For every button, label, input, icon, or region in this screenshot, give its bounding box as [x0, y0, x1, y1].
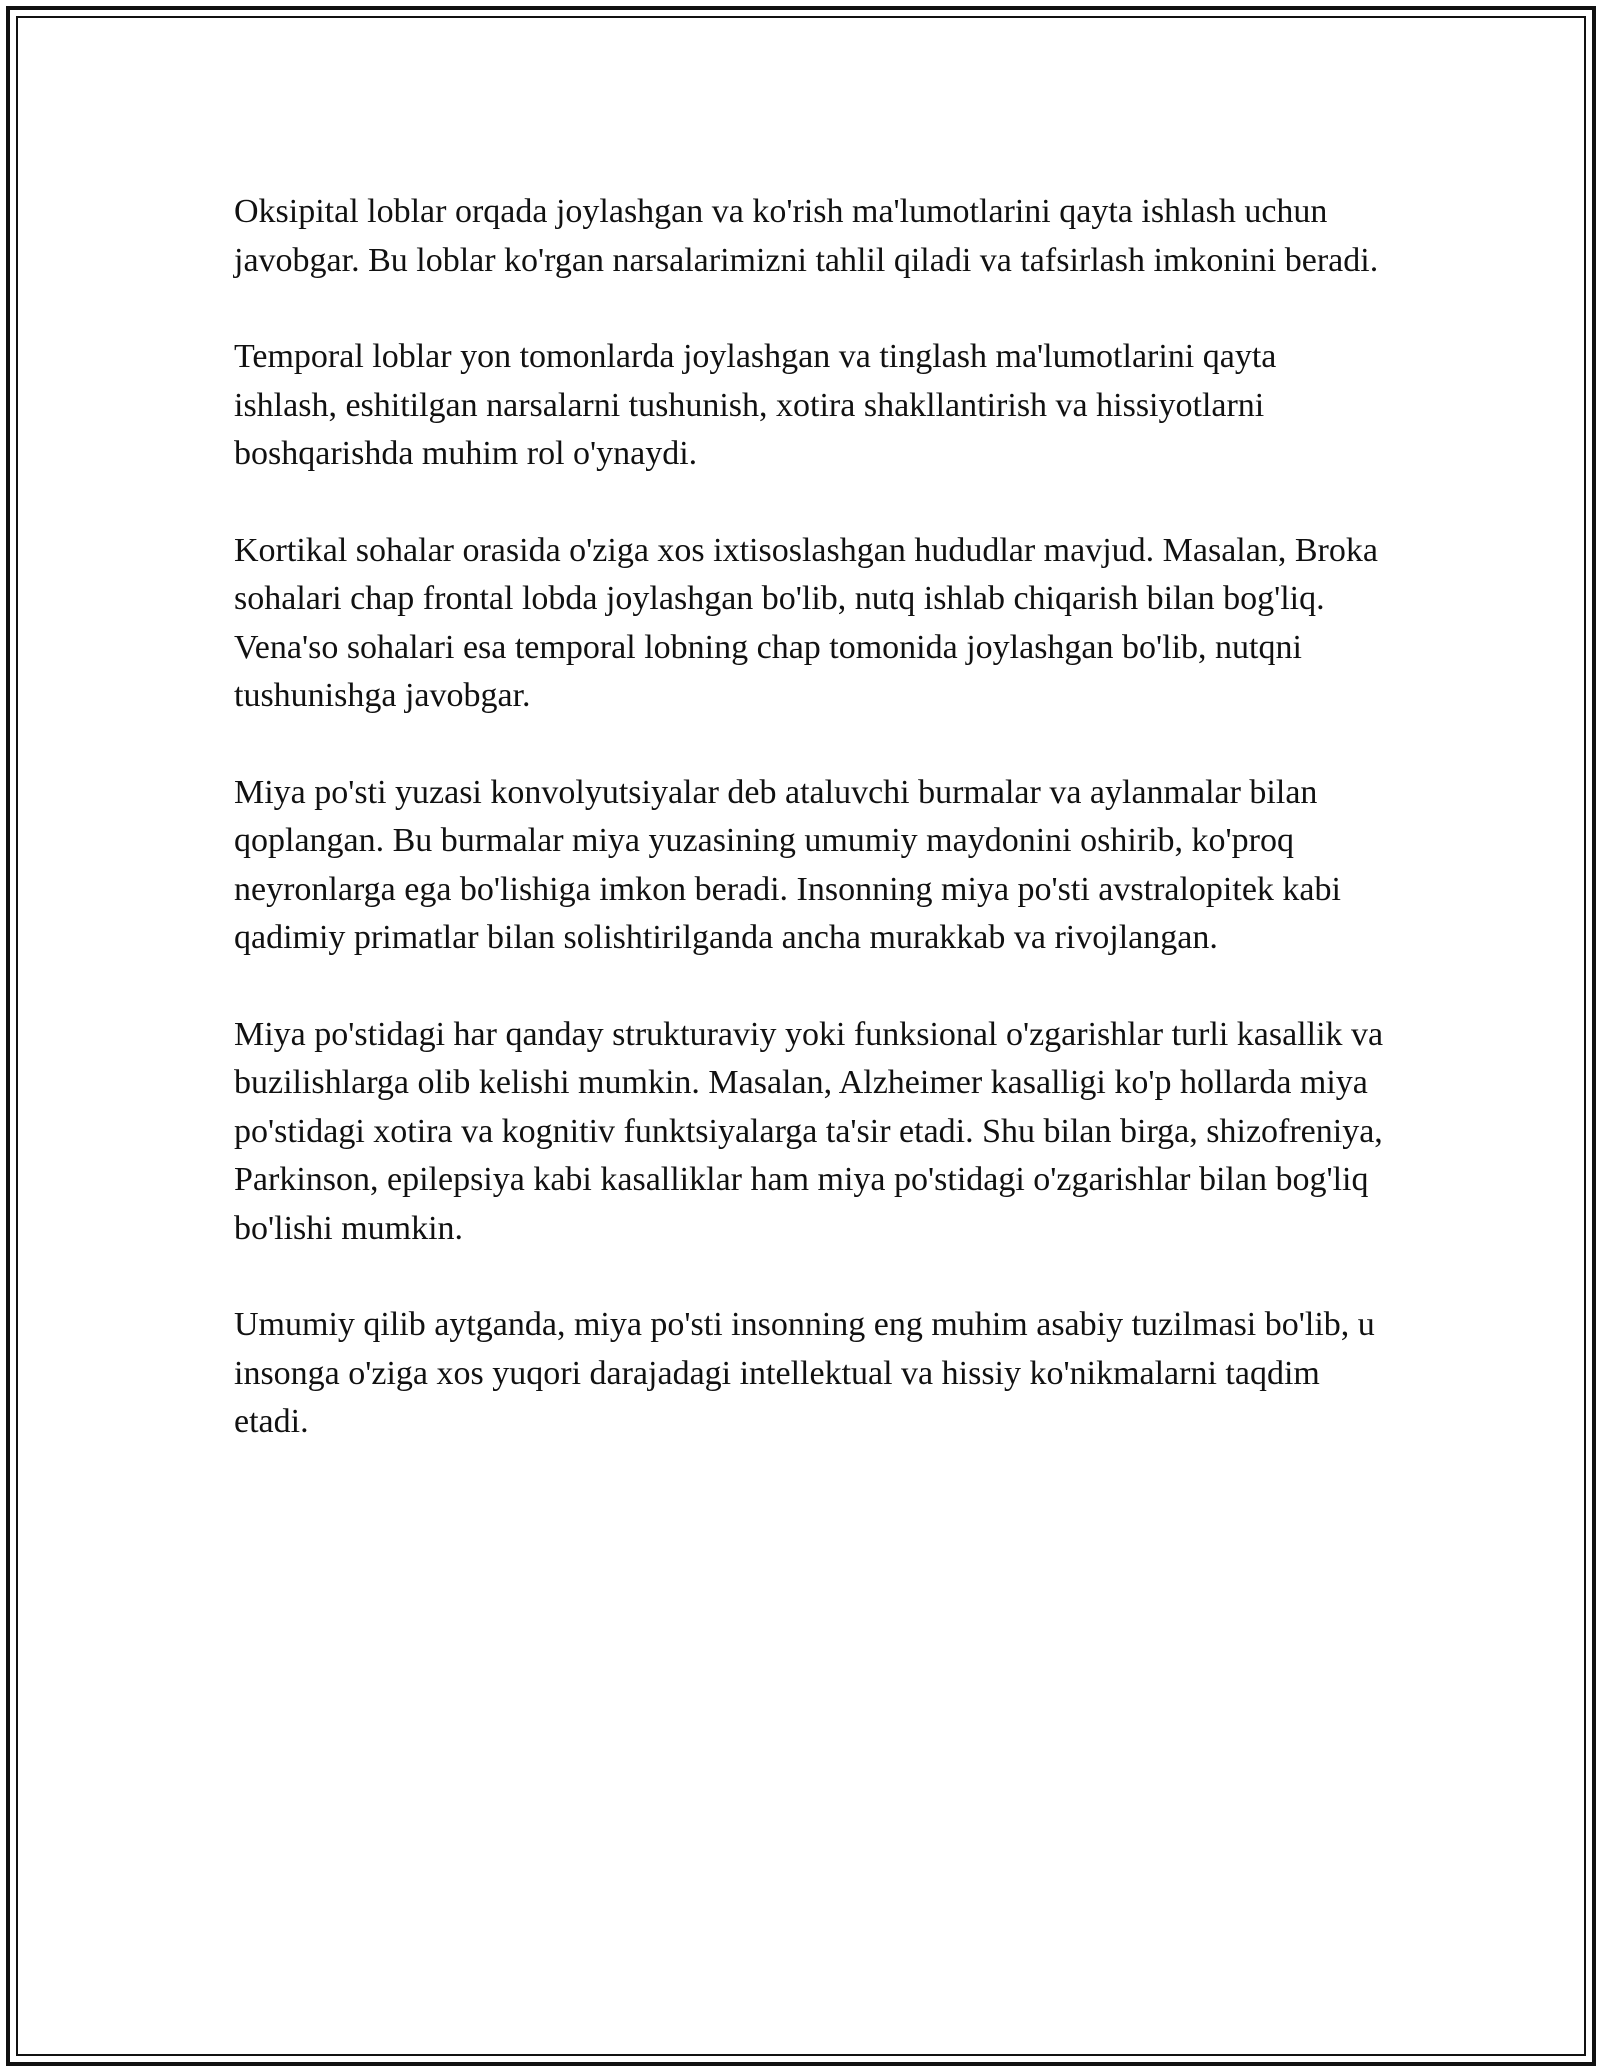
document-body: [234, 188, 1384, 1447]
paragraph-disorders: Miya po'stidagi har qanday strukturaviy yoki funksional o'zgarishlar turli kasallik va buzilishlarga olib kelishi mumkin. Masalan, Alzheimer kasalligi ko'p hollarda miya po'stidagi xotira va kognitiv funktsiyalarga ta'sir etadi. Shu bilan birga, shizofreniya, Parkinson, epilepsiya kabi kasalliklar ham miya po'stidagi o'zgarishlar bilan bog'liq bo'lishi mumkin.: [234, 1015, 1384, 1247]
paragraph-conclusion: Umumiy qilib aytganda, miya po'sti insonning eng muhim asabiy tuzilmasi bo'lib, u insonga o'ziga xos yuqori darajadagi intellektual va hissiy ko'nikmalarni taqdim etadi.: [234, 1306, 1375, 1440]
paragraph-occipital-lobes: Oksipital loblar orqada joylashgan va ko'rish ma'lumotlarini qayta ishlash uchun javobgar. Bu loblar ko'rgan narsalarimizni tahlil qiladi va tafsirlash imkonini beradi.: [234, 193, 1379, 279]
paragraph-convolutions: Miya po'sti yuzasi konvolyutsiyalar deb ataluvchi burmalar va aylanmalar bilan qoplangan. Bu burmalar miya yuzasining umumiy maydonini oshirib, ko'proq neyronlarga ega bo'lishiga imkon beradi. Insonning miya po'sti avstralopitek kabi qadimiy primatlar bilan solishtirilganda ancha murakkab va rivojlangan.: [234, 773, 1341, 956]
paragraph-cortical-areas: Kortikal sohalar orasida o'ziga xos ixtisoslashgan hududlar mavjud. Masalan, Broka sohalari chap frontal lobda joylashgan bo'lib, nutq ishlab chiqarish bilan bog'liq. Vena'so sohalari esa temporal lobning chap tomonida joylashgan bo'lib, nutqni tushunishga javobgar.: [234, 531, 1378, 714]
paragraph-temporal-lobes: Temporal loblar yon tomonlarda joylashgan va tinglash ma'lumotlarini qayta ishlash, eshitilgan narsalarni tushunish, xotira shakllantirish va hissiyotlarni boshqarishda muhim rol o'ynaydi.: [234, 338, 1277, 472]
